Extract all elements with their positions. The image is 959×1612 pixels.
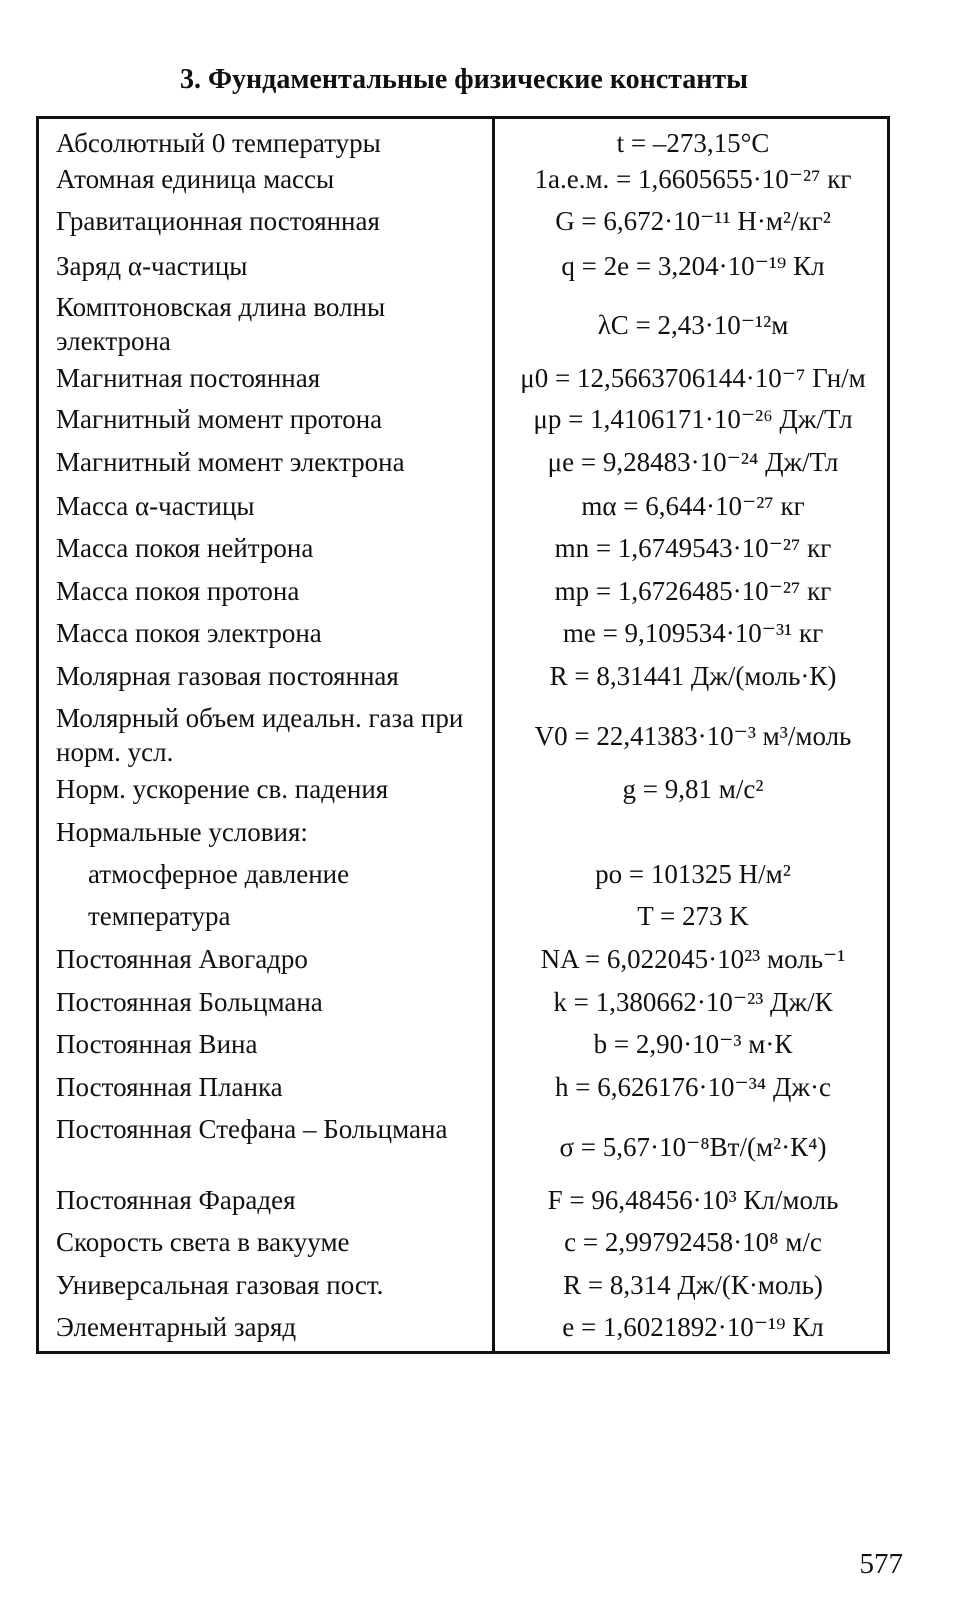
- constant-name: температура: [88, 901, 231, 931]
- constant-name: Постоянная Больцмана: [56, 987, 323, 1017]
- constant-value: T = 273 K: [637, 901, 749, 931]
- constant-value: mα = 6,644·10⁻²⁷ кг: [581, 491, 805, 521]
- page-title: 3. Фундаментальные физические константы: [180, 64, 748, 95]
- constant-name: Масса α-частицы: [56, 491, 255, 521]
- constant-name: Заряд α-частицы: [56, 251, 248, 281]
- constant-name: Элементарный заряд: [56, 1312, 297, 1342]
- page-number: 577: [859, 1548, 903, 1580]
- constant-name: Масса покоя электрона: [56, 618, 322, 648]
- constant-name: атмосферное давление: [88, 859, 350, 889]
- constant-name: Масса покоя нейтрона: [56, 533, 314, 563]
- column-divider: [492, 116, 495, 1354]
- constant-value: NA = 6,022045·10²³ моль⁻¹: [540, 944, 846, 974]
- constant-value: μ0 = 12,5663706144·10⁻⁷ Гн/м: [520, 363, 866, 393]
- constant-value: λC = 2,43·10⁻¹²м: [597, 310, 789, 340]
- constant-value: σ = 5,67·10⁻⁸Вт/(м²·К⁴): [559, 1132, 827, 1162]
- constant-name: Постоянная Авогадро: [56, 944, 308, 974]
- constant-value: R = 8,314 Дж/(К·моль): [563, 1270, 823, 1300]
- constant-name: Постоянная Вина: [56, 1029, 258, 1059]
- constant-name: Гравитационная постоянная: [56, 206, 380, 236]
- constant-name: Постоянная Планка: [56, 1072, 283, 1102]
- constant-name: Магнитная постоянная: [56, 363, 321, 393]
- constant-name: Нормальные условия:: [56, 817, 308, 847]
- constant-value: e = 1,6021892·10⁻¹⁹ Кл: [562, 1312, 824, 1342]
- constant-name: Магнитный момент электрона: [56, 447, 405, 477]
- constant-name: Атомная единица массы: [56, 164, 335, 194]
- constant-value: g = 9,81 м/с²: [622, 774, 764, 804]
- constant-value: G = 6,672·10⁻¹¹ Н·м²/кг²: [555, 206, 831, 236]
- constant-value: q = 2e = 3,204·10⁻¹⁹ Кл: [561, 251, 825, 281]
- constant-value: t = –273,15°C: [616, 128, 770, 158]
- constant-name: Постоянная Стефана – Больцмана: [56, 1114, 448, 1144]
- constant-value: me = 9,109534·10⁻³¹ кг: [562, 618, 824, 648]
- constant-value: c = 2,99792458·10⁸ м/с: [564, 1227, 822, 1257]
- constant-name: Молярная газовая постоянная: [56, 661, 399, 691]
- constant-name: Комптоновская длина волны электрона: [56, 292, 386, 356]
- constant-value: h = 6,626176·10⁻³⁴ Дж·с: [554, 1072, 832, 1102]
- constant-name: Универсальная газовая пост.: [56, 1270, 384, 1300]
- constant-value: k = 1,380662·10⁻²³ Дж/К: [553, 987, 833, 1017]
- constant-name: Скорость света в вакууме: [56, 1227, 350, 1257]
- constant-value: R = 8,31441 Дж/(моль·К): [549, 661, 837, 691]
- constant-value: 1а.е.м. = 1,6605655·10⁻²⁷ кг: [534, 164, 852, 194]
- constant-name: Постоянная Фарадея: [56, 1185, 296, 1215]
- constant-name: Масса покоя протона: [56, 576, 300, 606]
- constant-value: b = 2,90·10⁻³ м·К: [593, 1029, 793, 1059]
- constant-name: Абсолютный 0 температуры: [56, 128, 381, 158]
- constant-value: μp = 1,4106171·10⁻²⁶ Дж/Тл: [533, 404, 853, 434]
- constant-name: Магнитный момент протона: [56, 404, 383, 434]
- constant-value: po = 101325 Н/м²: [595, 859, 791, 889]
- constant-value: mp = 1,6726485·10⁻²⁷ кг: [554, 576, 832, 606]
- constant-value: F = 96,48456·10³ Кл/моль: [547, 1185, 839, 1215]
- constant-name: Молярный объем идеальн. газа при норм. усл.: [56, 703, 464, 767]
- constant-value: mn = 1,6749543·10⁻²⁷ кг: [554, 533, 832, 563]
- constant-name: Норм. ускорение св. падения: [56, 774, 389, 804]
- constant-value: V0 = 22,41383·10⁻³ м³/моль: [534, 721, 852, 751]
- constant-value: μe = 9,28483·10⁻²⁴ Дж/Тл: [547, 447, 839, 477]
